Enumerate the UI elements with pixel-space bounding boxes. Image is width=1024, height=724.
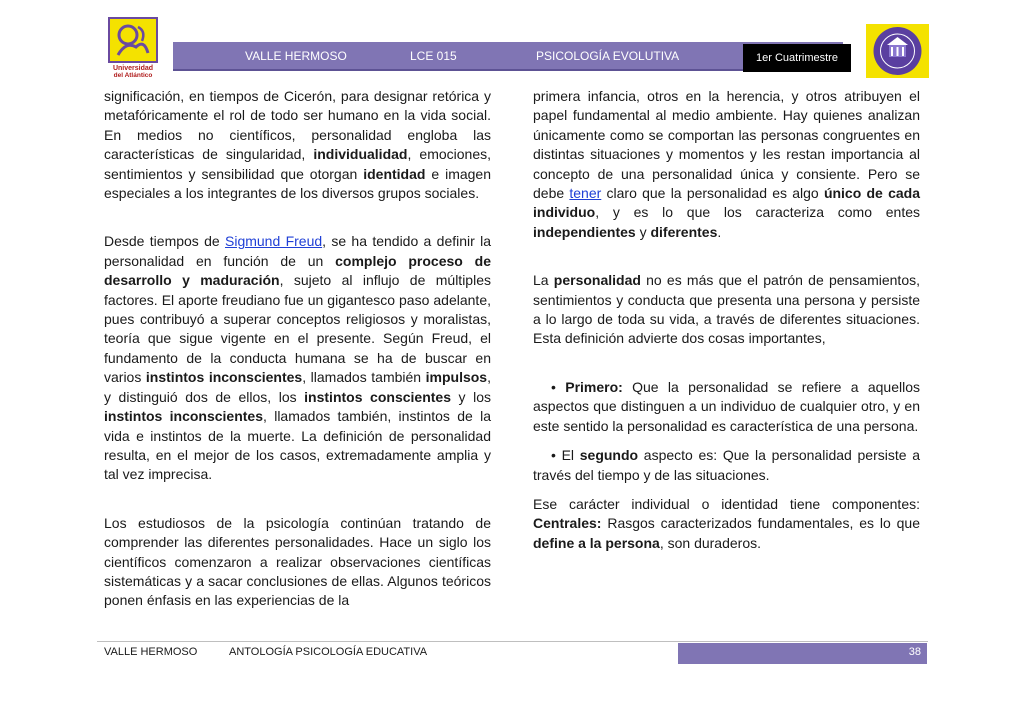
svg-text:Universidad: Universidad (112, 65, 154, 72)
bullet-item: • El segundo aspecto es: Que la personalidad persiste a través del tiempo y de las situaciones. (533, 447, 920, 483)
paragraph: significación, en tiempos de Cicerón, para designar retórica y metafóricamente el rol de todo ser humano en la vida social. En medios no científicos, personalidad engloba las características de singularidad, individualidad, emociones, sentimientos y sensibilidad que otorgan identidad e imagen especiales a los integrantes de los diversos grupos sociales. (104, 88, 492, 202)
paragraph: primera infancia, otros en la herencia, y otros atribuyen el papel fundamental al medio ambiente. Hay quienes analizan únicamente como se comportan las personas congruentes en distintas situaciones y momentos y les restan importancia al concepto de una personalidad única y consiente. Pero se debe tener claro que la personalidad es algo único de cada individuo, y es lo que los caracteriza como entes independientes y diferentes. (533, 88, 920, 240)
bullet-item: • Primero: Que la personalidad se refiere a aquellos aspectos que distinguen a un individuo de cualquier otro, y en este sentido la personalidad es característica de una persona. (533, 378, 920, 434)
sigmund-freud-link[interactable]: Sigmund Freud (225, 233, 323, 250)
term-label: 1er Cuatrimestre (743, 44, 851, 72)
paragraph: Los estudiosos de la psicología continúan tratando de comprender las diferentes personalidades. Hace un siglo los científicos comenzaron a realizar observaciones científicas sistemáticas y a sacar conclusiones de ellas. Algunos teóricos ponen énfasis en las experiencias de la (104, 514, 491, 609)
header-code: LCE 015 (410, 49, 457, 63)
paragraph: Desde tiempos de Sigmund Freud, se ha tendido a definir la personalidad en función de un complejo proceso de desarrollo y maduración, sujeto al influjo de múltiples factores. El aporte freudiano fue un gigantesco paso adelante, pues contribuyó a superar conceptos religiosos y moralistas, teoría que sigue vigente en el presente. Según Freud, el fundamento de la conducta humana se ha de buscar en varios instintos inconscientes, llamados también impulsos, y distinguió dos de ellos, los instintos conscientes y los instintos inconscientes, llamados también, instintos de la vida e instintos de la muerte. La definición de personalidad resulta, en el mejor de los casos, extremadamente amplia y tal vez imprecisa. (104, 233, 492, 483)
right-column (533, 87, 920, 553)
footer-school: VALLE HERMOSO (104, 646, 198, 658)
tener-link[interactable]: tener (569, 185, 602, 202)
svg-text:del Atlántico: del Atlántico (113, 72, 153, 79)
paragraph: La personalidad no es más que el patrón de pensamientos, sentimientos y conducta que presenta una persona y persiste a lo largo de toda su vida, a través de diferentes situaciones. Esta definición advierte dos cosas importantes, (533, 272, 920, 347)
left-column (104, 87, 491, 611)
paragraph: Ese carácter individual o identidad tiene componentes: Centrales: Rasgos caracterizados fundamentales, es lo que define a la persona, son duraderos. (533, 495, 920, 551)
footer-title: ANTOLOGÍA PSICOLOGÍA EDUCATIVA (229, 646, 428, 658)
footer-page-box (678, 643, 927, 664)
seal-logo (866, 24, 929, 78)
header-subject: PSICOLOGÍA EVOLUTIVA (536, 49, 680, 63)
university-logo (108, 17, 158, 79)
header-school: VALLE HERMOSO (245, 49, 347, 63)
footer-divider (97, 641, 928, 642)
page-number: 38 (908, 646, 921, 658)
